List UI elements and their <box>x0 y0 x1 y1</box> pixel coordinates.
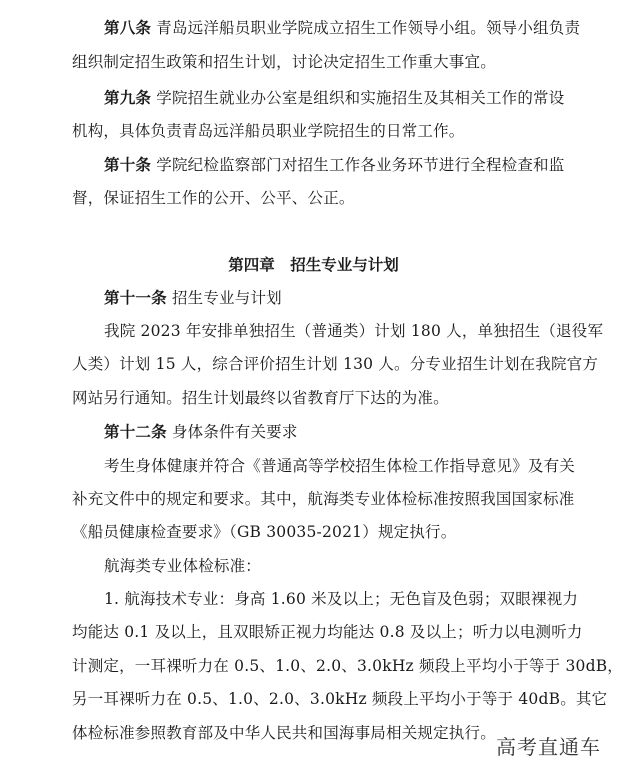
article-12-line-3: 《船员健康检查要求》（GB 30035-2021）规定执行。 <box>72 523 457 541</box>
article-11-line-3: 网站另行通知。招生计划最终以省教育厅下达的为准。 <box>72 389 449 407</box>
article-8-line-1 <box>104 17 581 39</box>
article-12-line-2: 补充文件中的规定和要求。其中，航海类专业体检标准按照我国国家标准 <box>72 490 575 508</box>
article-9-line-2: 机构，具体负责青岛远洋船员职业学院招生的日常工作。 <box>72 122 465 140</box>
article-12-line-7: 计测定，一耳裸听力在 0.5、1.0、2.0、3.0kHz 频段上平均小于等于 30dB， <box>72 657 623 675</box>
watermark: 高考直通车 <box>496 735 601 759</box>
article-11-label: 第十一条 <box>104 288 167 307</box>
article-10-line-2: 督，保证招生工作的公开、公平、公正。 <box>72 189 355 207</box>
article-12-label: 第十二条 <box>104 422 167 441</box>
article-9-text-1: 学院招生就业办公室是组织和实施招生及其相关工作的常设 <box>156 89 565 107</box>
article-12-line-6: 均能达 0.1 及以上，且双眼矫正视力均能达 0.8 及以上；听力以电测听力 <box>72 623 583 641</box>
article-11-line-2: 人类）计划 15 人，综合评价招生计划 130 人。分专业招生计划在我院官方 <box>72 355 599 373</box>
article-9-label: 第九条 <box>104 88 152 107</box>
article-8-text-1: 青岛远洋船员职业学院成立招生工作领导小组。领导小组负责 <box>156 19 581 37</box>
article-12-line-5: 1. 航海技术专业：身高 1.60 米及以上；无色盲及色弱；双眼裸视力 <box>104 590 579 608</box>
article-10-line-1 <box>104 154 565 176</box>
article-12-heading <box>104 421 556 443</box>
article-8-line-2: 组织制定招生政策和招生计划，讨论决定招生工作重大事宜。 <box>72 53 496 71</box>
article-12-line-1: 考生身体健康并符合《普通高等学校招生体检工作指导意见》及有关 <box>104 457 576 475</box>
article-12-line-9: 体检标准参照教育部及中华人民共和国海事局相关规定执行。 <box>72 724 496 742</box>
article-10-label: 第十条 <box>104 155 152 174</box>
article-12-line-8: 另一耳裸听力在 0.5、1.0、2.0、3.0kHz 频段上平均小于等于 40dB。其它 <box>72 690 608 708</box>
article-11-line-1: 我院 2023 年安排单独招生（普通类）计划 180 人，单独招生（退役军 <box>104 322 604 340</box>
article-11-title: 招生专业与计划 <box>171 289 282 307</box>
article-11-heading <box>104 287 556 309</box>
chapter-4-heading: 第四章 招生专业与计划 <box>228 255 399 274</box>
article-12-title: 身体条件有关要求 <box>171 423 298 441</box>
article-12-line-4: 航海类专业体检标准： <box>104 557 262 575</box>
article-9-line-1 <box>104 87 565 109</box>
article-10-text-1: 学院纪检监察部门对招生工作各业务环节进行全程检查和监 <box>156 156 565 174</box>
article-8-label: 第八条 <box>104 18 152 37</box>
